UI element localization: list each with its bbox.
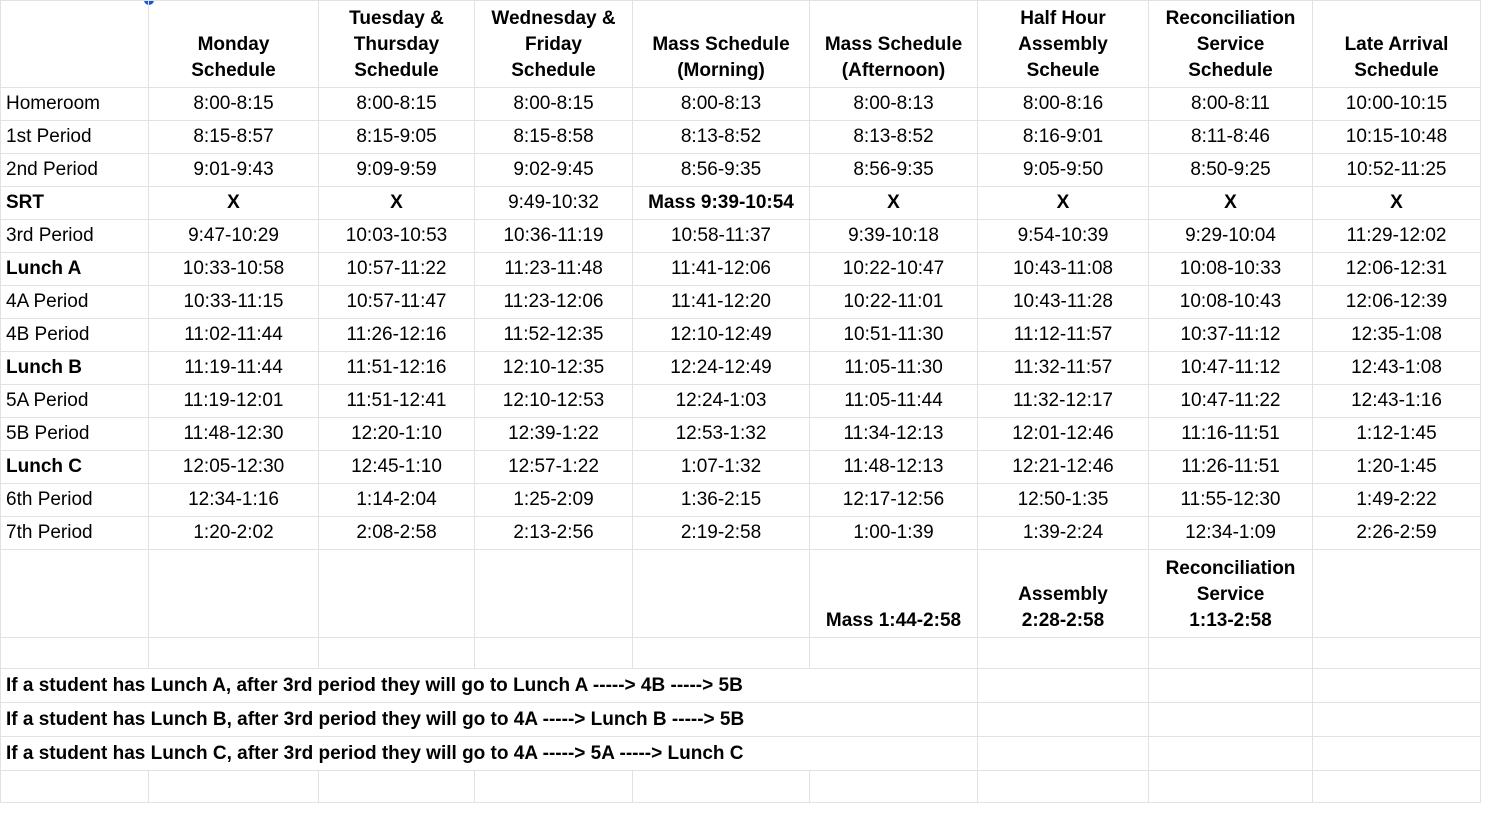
empty-cell[interactable] — [978, 669, 1149, 703]
empty-cell[interactable] — [1, 771, 149, 803]
time-cell[interactable]: 10:22-11:01 — [810, 286, 978, 319]
time-cell[interactable]: 10:08-10:43 — [1149, 286, 1313, 319]
time-cell[interactable]: 10:33-11:15 — [149, 286, 319, 319]
time-cell[interactable]: 8:13-8:52 — [633, 121, 810, 154]
time-cell[interactable]: 11:55-12:30 — [1149, 484, 1313, 517]
empty-cell[interactable] — [475, 638, 633, 669]
time-cell[interactable]: 10:15-10:48 — [1313, 121, 1481, 154]
time-cell[interactable]: 10:52-11:25 — [1313, 154, 1481, 187]
time-cell[interactable]: 10:57-11:22 — [319, 253, 475, 286]
row-label-cell[interactable]: 4B Period — [1, 319, 149, 352]
empty-cell[interactable] — [1313, 737, 1481, 771]
time-cell[interactable]: 12:57-1:22 — [475, 451, 633, 484]
time-cell[interactable]: 11:32-11:57 — [978, 352, 1149, 385]
empty-cell[interactable] — [1149, 638, 1313, 669]
time-cell[interactable]: 1:12-1:45 — [1313, 418, 1481, 451]
table-row — [1, 121, 1481, 154]
column-header[interactable]: Monday Schedule — [149, 1, 319, 88]
time-cell[interactable]: 8:00-8:16 — [978, 88, 1149, 121]
time-cell[interactable]: 9:01-9:43 — [149, 154, 319, 187]
lunch-rule-text: If a student has Lunch B, after 3rd period they will go to 4A -----> Lunch B -----> 5B — [6, 708, 745, 730]
row-label-cell[interactable]: Homeroom — [1, 88, 149, 121]
time-cell[interactable]: X — [1313, 187, 1481, 220]
time-cell[interactable]: 9:09-9:59 — [319, 154, 475, 187]
time-cell[interactable]: Mass 9:39-10:54 — [633, 187, 810, 220]
time-cell[interactable]: 2:26-2:59 — [1313, 517, 1481, 550]
empty-cell[interactable] — [978, 703, 1149, 737]
time-cell[interactable]: X — [149, 187, 319, 220]
time-cell[interactable]: 11:32-12:17 — [978, 385, 1149, 418]
lunch-rule-cell[interactable] — [1, 669, 978, 703]
column-header[interactable]: Mass Schedule (Morning) — [633, 1, 810, 88]
time-cell[interactable]: 9:49-10:32 — [475, 187, 633, 220]
time-cell[interactable]: 11:19-11:44 — [149, 352, 319, 385]
time-cell[interactable]: 1:36-2:15 — [633, 484, 810, 517]
empty-cell[interactable] — [810, 771, 978, 803]
row-label-cell[interactable]: SRT — [1, 187, 149, 220]
empty-cell[interactable] — [1313, 703, 1481, 737]
row-label-cell[interactable]: 6th Period — [1, 484, 149, 517]
time-cell[interactable]: 12:01-12:46 — [978, 418, 1149, 451]
time-cell[interactable]: 12:24-12:49 — [633, 352, 810, 385]
time-cell[interactable]: 8:56-9:35 — [810, 154, 978, 187]
time-cell[interactable]: 10:47-11:22 — [1149, 385, 1313, 418]
time-cell[interactable]: 12:34-1:16 — [149, 484, 319, 517]
time-cell[interactable]: 11:26-11:51 — [1149, 451, 1313, 484]
time-cell[interactable]: 10:47-11:12 — [1149, 352, 1313, 385]
time-cell[interactable]: 8:13-8:52 — [810, 121, 978, 154]
time-cell[interactable]: 12:24-1:03 — [633, 385, 810, 418]
time-cell[interactable]: 8:00-8:13 — [810, 88, 978, 121]
time-cell[interactable]: 12:06-12:39 — [1313, 286, 1481, 319]
time-cell[interactable]: 2:13-2:56 — [475, 517, 633, 550]
time-cell[interactable]: 12:10-12:49 — [633, 319, 810, 352]
row-label-cell[interactable]: 4A Period — [1, 286, 149, 319]
empty-cell[interactable] — [319, 771, 475, 803]
row-label-cell[interactable]: 1st Period — [1, 121, 149, 154]
event-note-cell[interactable]: Mass 1:44-2:58 — [810, 550, 978, 638]
table-row — [1, 352, 1481, 385]
time-cell[interactable]: 8:16-9:01 — [978, 121, 1149, 154]
time-cell[interactable]: 11:34-12:13 — [810, 418, 978, 451]
time-cell[interactable]: 1:20-1:45 — [1313, 451, 1481, 484]
time-cell[interactable]: 11:23-12:06 — [475, 286, 633, 319]
time-cell[interactable]: 8:00-8:11 — [1149, 88, 1313, 121]
table-row — [1, 517, 1481, 550]
sheet-body — [1, 1, 1481, 803]
time-cell[interactable]: 12:43-1:16 — [1313, 385, 1481, 418]
column-header[interactable]: Late Arrival Schedule — [1313, 1, 1481, 88]
empty-cell[interactable] — [1149, 737, 1313, 771]
time-cell[interactable]: 1:20-2:02 — [149, 517, 319, 550]
time-cell[interactable]: 12:20-1:10 — [319, 418, 475, 451]
event-note-cell[interactable] — [475, 550, 633, 638]
time-cell[interactable]: 12:53-1:32 — [633, 418, 810, 451]
time-cell[interactable]: 9:47-10:29 — [149, 220, 319, 253]
time-cell[interactable]: 11:05-11:44 — [810, 385, 978, 418]
row-label-cell[interactable]: Lunch A — [1, 253, 149, 286]
empty-cell[interactable] — [149, 771, 319, 803]
event-note-cell[interactable] — [149, 550, 319, 638]
lunch-rule-row — [1, 669, 1481, 703]
row-label-cell[interactable]: 2nd Period — [1, 154, 149, 187]
time-cell[interactable]: 12:34-1:09 — [1149, 517, 1313, 550]
time-cell[interactable]: 8:00-8:15 — [319, 88, 475, 121]
empty-cell[interactable] — [1149, 771, 1313, 803]
header-row — [1, 1, 1481, 88]
time-cell[interactable]: 1:07-1:32 — [633, 451, 810, 484]
time-cell[interactable]: 10:43-11:28 — [978, 286, 1149, 319]
time-cell[interactable]: 8:00-8:15 — [475, 88, 633, 121]
column-header[interactable]: Reconciliation Service Schedule — [1149, 1, 1313, 88]
row-label-cell[interactable]: 3rd Period — [1, 220, 149, 253]
empty-cell[interactable] — [1313, 669, 1481, 703]
empty-cell[interactable] — [149, 638, 319, 669]
time-cell[interactable]: X — [978, 187, 1149, 220]
time-cell[interactable]: X — [810, 187, 978, 220]
time-cell[interactable]: 1:00-1:39 — [810, 517, 978, 550]
empty-cell[interactable] — [633, 638, 810, 669]
empty-cell[interactable] — [1313, 638, 1481, 669]
table-row — [1, 451, 1481, 484]
empty-cell[interactable] — [1313, 771, 1481, 803]
row-label-cell[interactable]: 5A Period — [1, 385, 149, 418]
time-cell[interactable]: 9:39-10:18 — [810, 220, 978, 253]
column-header[interactable]: Tuesday & Thursday Schedule — [319, 1, 475, 88]
time-cell[interactable]: 10:33-10:58 — [149, 253, 319, 286]
empty-cell[interactable] — [978, 771, 1149, 803]
lunch-rule-cell[interactable] — [1, 703, 978, 737]
row-label-cell[interactable]: Lunch B — [1, 352, 149, 385]
time-cell[interactable]: 12:10-12:53 — [475, 385, 633, 418]
table-row — [1, 220, 1481, 253]
time-cell[interactable]: 10:58-11:37 — [633, 220, 810, 253]
empty-row — [1, 638, 1481, 669]
lunch-rule-text: If a student has Lunch A, after 3rd period they will go to Lunch A -----> 4B -----> 5B — [6, 674, 743, 696]
row-label-cell[interactable]: 5B Period — [1, 418, 149, 451]
time-cell[interactable]: 11:41-12:20 — [633, 286, 810, 319]
empty-cell[interactable] — [319, 638, 475, 669]
time-cell[interactable]: 10:22-10:47 — [810, 253, 978, 286]
time-cell[interactable]: 12:43-1:08 — [1313, 352, 1481, 385]
table-row — [1, 253, 1481, 286]
table-row — [1, 484, 1481, 517]
event-note-cell[interactable]: Assembly 2:28-2:58 — [978, 550, 1149, 638]
time-cell[interactable]: 8:56-9:35 — [633, 154, 810, 187]
lunch-rule-cell[interactable] — [1, 737, 978, 771]
time-cell[interactable]: 1:49-2:22 — [1313, 484, 1481, 517]
time-cell[interactable]: 11:02-11:44 — [149, 319, 319, 352]
time-cell[interactable]: 11:16-11:51 — [1149, 418, 1313, 451]
table-row — [1, 88, 1481, 121]
table-row — [1, 187, 1481, 220]
time-cell[interactable]: 11:23-11:48 — [475, 253, 633, 286]
time-cell[interactable]: 9:29-10:04 — [1149, 220, 1313, 253]
time-cell[interactable]: 1:25-2:09 — [475, 484, 633, 517]
time-cell[interactable]: 10:43-11:08 — [978, 253, 1149, 286]
time-cell[interactable]: 11:05-11:30 — [810, 352, 978, 385]
empty-cell[interactable] — [1, 638, 149, 669]
event-notes-row — [1, 550, 1481, 638]
table-row — [1, 385, 1481, 418]
time-cell[interactable]: 8:15-9:05 — [319, 121, 475, 154]
time-cell[interactable]: 8:50-9:25 — [1149, 154, 1313, 187]
table-row — [1, 319, 1481, 352]
header-corner-cell[interactable] — [1, 1, 149, 88]
time-cell[interactable]: 11:26-12:16 — [319, 319, 475, 352]
time-cell[interactable]: 12:05-12:30 — [149, 451, 319, 484]
time-cell[interactable]: 12:21-12:46 — [978, 451, 1149, 484]
time-cell[interactable]: 12:35-1:08 — [1313, 319, 1481, 352]
event-note-cell[interactable] — [1313, 550, 1481, 638]
time-cell[interactable]: 11:19-12:01 — [149, 385, 319, 418]
time-cell[interactable]: 10:36-11:19 — [475, 220, 633, 253]
time-cell[interactable]: 10:51-11:30 — [810, 319, 978, 352]
time-cell[interactable]: 1:14-2:04 — [319, 484, 475, 517]
time-cell[interactable]: 9:02-9:45 — [475, 154, 633, 187]
lunch-rule-row — [1, 737, 1481, 771]
column-header[interactable]: Wednesday & Friday Schedule — [475, 1, 633, 88]
empty-cell[interactable] — [1149, 703, 1313, 737]
time-cell[interactable]: 9:54-10:39 — [978, 220, 1149, 253]
time-cell[interactable]: X — [319, 187, 475, 220]
event-note-cell[interactable] — [319, 550, 475, 638]
time-cell[interactable]: 8:00-8:13 — [633, 88, 810, 121]
row-label-cell[interactable]: Lunch C — [1, 451, 149, 484]
table-row — [1, 418, 1481, 451]
time-cell[interactable]: 11:48-12:13 — [810, 451, 978, 484]
time-cell[interactable]: 10:00-10:15 — [1313, 88, 1481, 121]
empty-cell[interactable] — [475, 771, 633, 803]
table-row — [1, 154, 1481, 187]
time-cell[interactable]: 1:39-2:24 — [978, 517, 1149, 550]
row-label-cell[interactable]: 7th Period — [1, 517, 149, 550]
time-cell[interactable]: 11:48-12:30 — [149, 418, 319, 451]
time-cell[interactable]: 9:05-9:50 — [978, 154, 1149, 187]
lunch-rule-row — [1, 703, 1481, 737]
column-header[interactable]: Half Hour Assembly Scheule — [978, 1, 1149, 88]
empty-row — [1, 771, 1481, 803]
time-cell[interactable]: 11:52-12:35 — [475, 319, 633, 352]
column-header[interactable]: Mass Schedule (Afternoon) — [810, 1, 978, 88]
empty-cell[interactable] — [1149, 669, 1313, 703]
table-row — [1, 286, 1481, 319]
time-cell[interactable]: 8:15-8:57 — [149, 121, 319, 154]
empty-cell[interactable] — [978, 737, 1149, 771]
time-cell[interactable]: 2:19-2:58 — [633, 517, 810, 550]
time-cell[interactable]: 10:37-11:12 — [1149, 319, 1313, 352]
time-cell[interactable]: 8:11-8:46 — [1149, 121, 1313, 154]
time-cell[interactable]: 11:51-12:16 — [319, 352, 475, 385]
time-cell[interactable]: 10:08-10:33 — [1149, 253, 1313, 286]
empty-cell[interactable] — [978, 638, 1149, 669]
event-note-cell[interactable]: Reconciliation Service 1:13-2:58 — [1149, 550, 1313, 638]
time-cell[interactable]: 12:10-12:35 — [475, 352, 633, 385]
event-note-cell[interactable] — [633, 550, 810, 638]
time-cell[interactable]: 11:12-11:57 — [978, 319, 1149, 352]
time-cell[interactable]: 12:39-1:22 — [475, 418, 633, 451]
empty-cell[interactable] — [810, 638, 978, 669]
time-cell[interactable]: 11:51-12:41 — [319, 385, 475, 418]
empty-cell[interactable] — [633, 771, 810, 803]
time-cell[interactable]: 11:29-12:02 — [1313, 220, 1481, 253]
time-cell[interactable]: 12:45-1:10 — [319, 451, 475, 484]
event-note-cell[interactable] — [1, 550, 149, 638]
lunch-rule-text: If a student has Lunch C, after 3rd period they will go to 4A -----> 5A -----> Lunch C — [6, 742, 744, 764]
time-cell[interactable]: 2:08-2:58 — [319, 517, 475, 550]
time-cell[interactable]: X — [1149, 187, 1313, 220]
time-cell[interactable]: 12:50-1:35 — [978, 484, 1149, 517]
time-cell[interactable]: 8:00-8:15 — [149, 88, 319, 121]
time-cell[interactable]: 10:57-11:47 — [319, 286, 475, 319]
time-cell[interactable]: 12:06-12:31 — [1313, 253, 1481, 286]
time-cell[interactable]: 12:17-12:56 — [810, 484, 978, 517]
time-cell[interactable]: 11:41-12:06 — [633, 253, 810, 286]
time-cell[interactable]: 10:03-10:53 — [319, 220, 475, 253]
time-cell[interactable]: 8:15-8:58 — [475, 121, 633, 154]
